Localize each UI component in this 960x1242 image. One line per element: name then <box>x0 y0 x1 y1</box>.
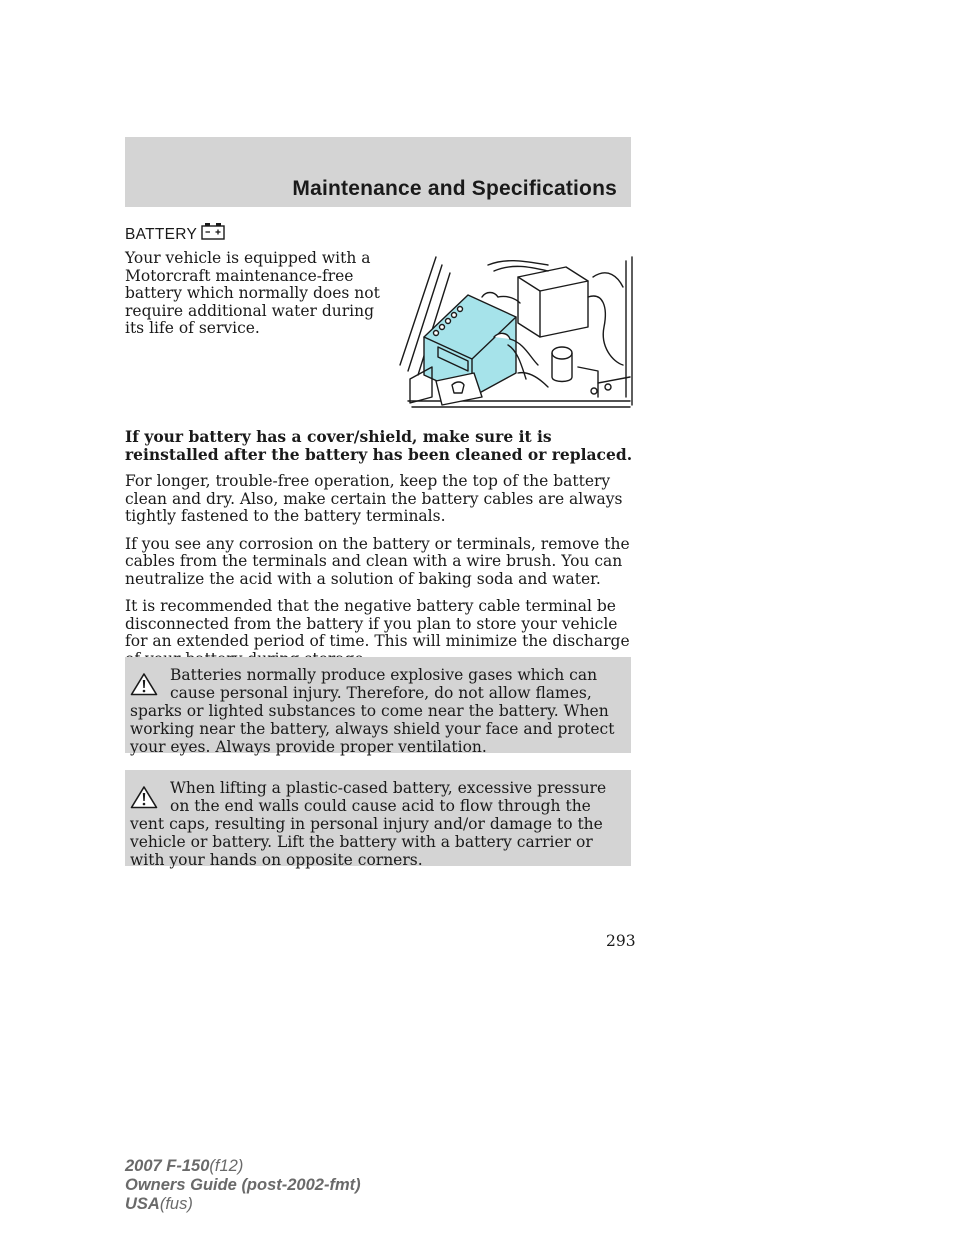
warning-text: When lifting a plastic-cased battery, excessive pressure on the end walls could cause acid to flow through the vent caps, resulting in personal injury and/or damage to the vehicle or battery. Lift the battery with a battery carrier or with your hands on opposite corners. <box>130 779 607 869</box>
page-number: 293 <box>606 932 636 950</box>
footer-line-market <box>125 1195 361 1214</box>
warning-triangle-icon <box>130 785 158 813</box>
footer-market: USA <box>125 1195 160 1213</box>
page-header-title: Maintenance and Specifications <box>292 177 617 200</box>
paragraph-clean-terminals: For longer, trouble-free operation, keep the top of the battery clean and dry. Also, make certain the battery cables are always tightly fastened to the battery terminals. <box>125 472 623 525</box>
footer-line-model <box>125 1157 361 1176</box>
footer-guide-name: Owners Guide (post-2002-fmt) <box>125 1176 361 1194</box>
warning-triangle-icon <box>130 672 158 700</box>
warning-text: Batteries normally produce explosive gases which can cause personal injury. Therefore, do not allow flames, sparks or lighted substances to come near the battery. When working near the battery, always shield your face and protect your eyes. Always provide proper ventilation. <box>130 666 615 756</box>
battery-icon <box>201 221 225 246</box>
section-heading <box>125 223 225 246</box>
warning-box-explosive-gases <box>125 657 631 756</box>
footer-model-code: (f12) <box>209 1157 244 1175</box>
intro-paragraph: Your vehicle is equipped with a Motorcraft maintenance-free battery which normally does not require additional water during its life of service. <box>125 249 380 337</box>
warning-box-lifting-battery <box>125 770 631 869</box>
footer-model: 2007 F-150 <box>125 1157 210 1175</box>
footer-imprint <box>125 1157 361 1214</box>
paragraph-storage: It is recommended that the negative battery cable terminal be disconnected from the battery if you plan to store your vehicle for an extended period of time. This will minimize the discharge <box>125 597 630 650</box>
body-text <box>125 428 635 678</box>
footer-market-code: (fus) <box>159 1195 193 1213</box>
paragraph-corrosion: If you see any corrosion on the battery or terminals, remove the cables from the terminals and clean with a wire brush. You can neutralize the acid with a solution of baking soda and water. <box>125 534 630 588</box>
section-heading-text: BATTERY <box>125 225 198 243</box>
header-band <box>125 137 631 207</box>
cover-shield-note: If your battery has a cover/shield, make sure it is reinstalled after the battery has been cleaned or replaced. <box>125 427 633 464</box>
battery-illustration <box>398 247 634 416</box>
